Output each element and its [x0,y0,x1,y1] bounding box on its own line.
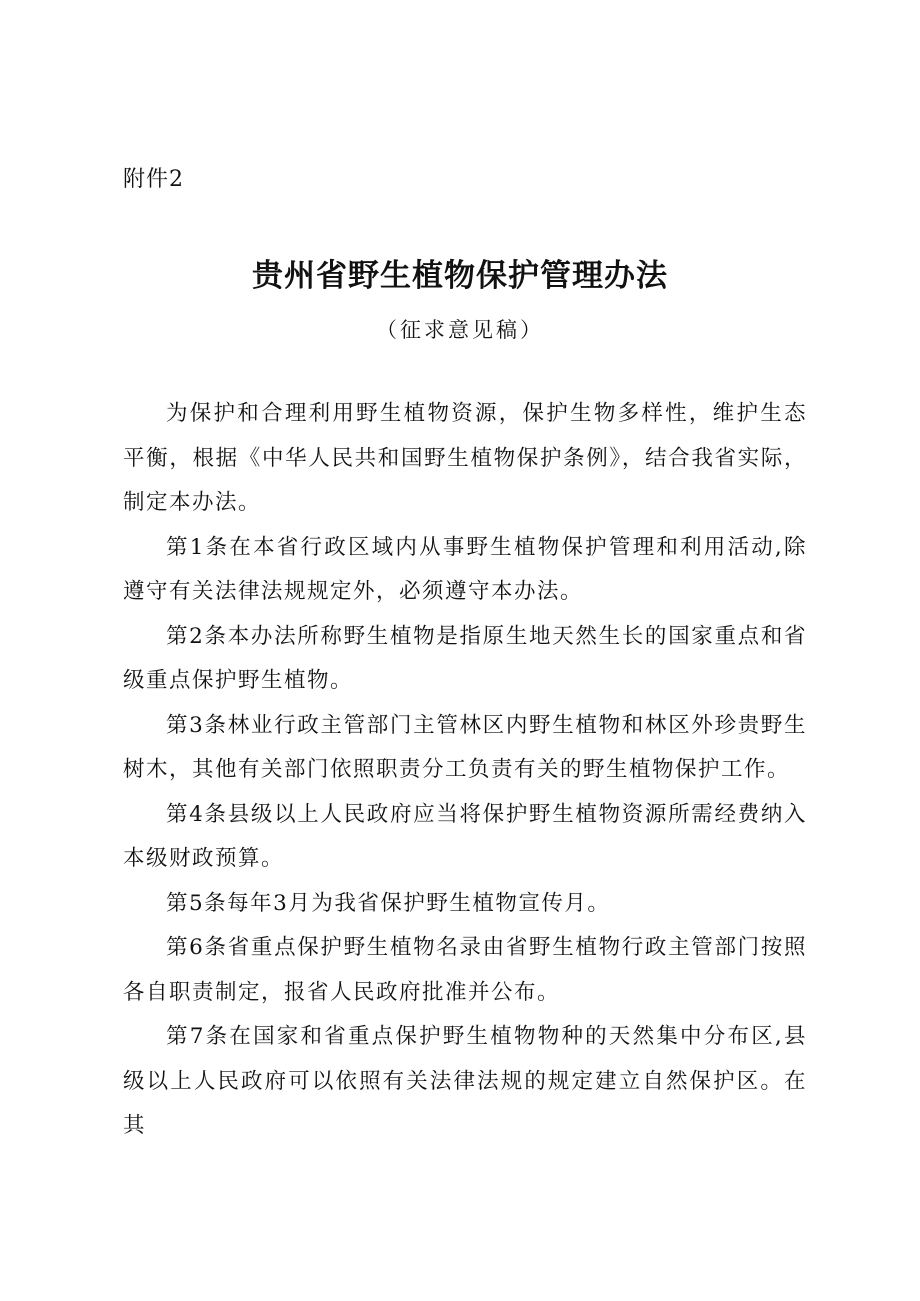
article-6: 第6条省重点保护野生植物名录由省野生植物行政主管部门按照各自职责制定，报省人民政府批准并公布。 [123,935,807,1005]
document-title: 贵州省野生植物保护管理办法 [252,258,668,294]
article-1: 第1条在本省行政区域内从事野生植物保护管理和利用活动,除遵守有关法律法规规定外，必须遵守本办法。 [123,534,807,604]
document-body [123,392,807,1149]
document-subtitle: （征求意见稿） [376,318,544,342]
preamble-paragraph: 为保护和合理利用野生植物资源，保护生物多样性，维护生态平衡，根据《中华人民共和国野生植物保护条例》，结合我省实际，制定本办法。 [123,401,807,515]
article-2: 第2条本办法所称野生植物是指原生地天然生长的国家重点和省级重点保护野生植物。 [123,623,807,693]
article-5: 第5条每年3月为我省保护野生植物宣传月。 [166,890,611,916]
attachment-label: 附件2 [123,167,184,192]
article-4: 第4条县级以上人民政府应当将保护野生植物资源所需经费纳入本级财政预算。 [123,801,807,871]
article-7: 第7条在国家和省重点保护野生植物物种的天然集中分布区,县级以上人民政府可以依照有关法律法规的规定建立自然保护区。在其 [123,1024,807,1138]
article-3: 第3条林业行政主管部门主管林区内野生植物和林区外珍贵野生树木，其他有关部门依照职责分工负责有关的野生植物保护工作。 [123,712,807,782]
